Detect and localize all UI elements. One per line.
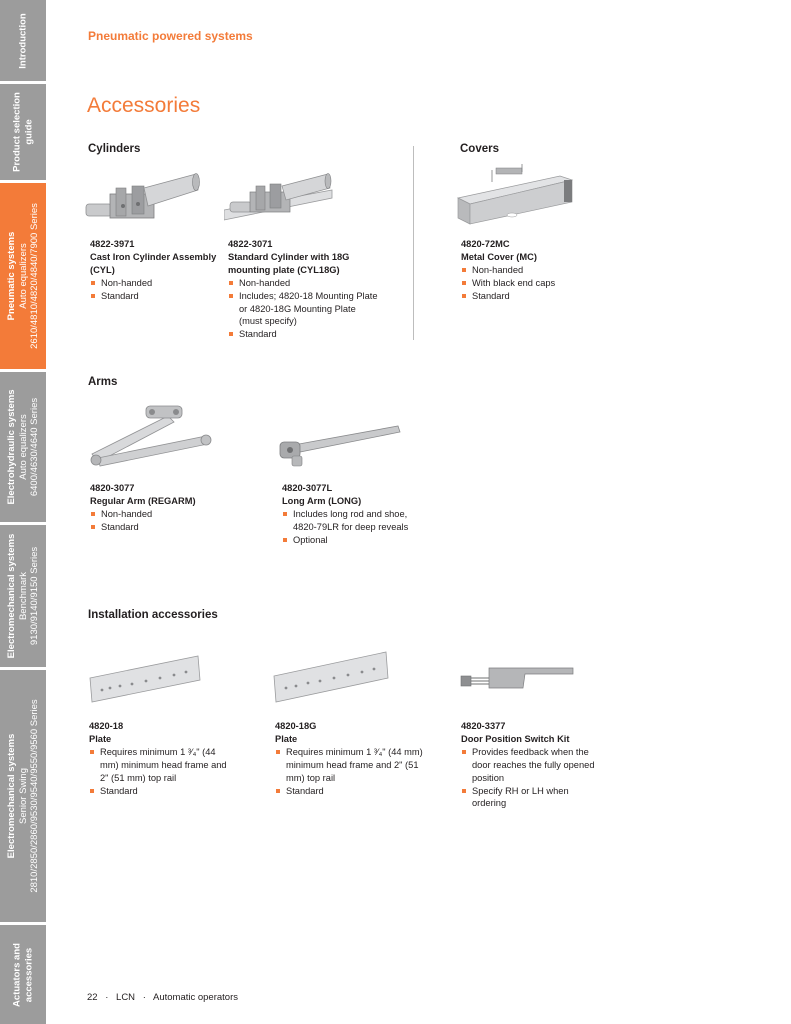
product-name: Cast Iron Cylinder Assembly (CYL) [90,251,217,275]
feature-list [461,746,601,811]
page-title: Accessories [87,94,201,117]
feature-list [90,508,230,534]
tab-electromechanical-senior-swing[interactable] [0,670,46,922]
feature-item: Non-handed [461,264,601,277]
product-name: Plate [89,733,112,744]
section-heading-arms: Arms [88,376,118,388]
tab-sublabel: 2810/2850/2860/9530/9540/9550/9560 Series [28,699,40,893]
metal-cover-image [456,160,578,230]
plate-18g-image [272,650,392,704]
feature-item: Non-handed [90,277,220,290]
product-code: 4822-3971 [90,239,135,249]
product-code: 4820-18 [89,721,124,731]
regular-arm-image [88,402,216,468]
product-standard-cylinder [228,238,380,341]
tab-introduction[interactable] [0,0,46,81]
product-name: Door Position Switch Kit [461,733,570,744]
feature-item: Provides feedback when the door reaches the fully opened position [461,746,601,785]
product-name: Standard Cylinder with 18G mounting plate (CYL18G) [228,251,350,275]
plate-18-image [88,654,204,706]
product-metal-cover [461,238,601,303]
product-name: Metal Cover (MC) [461,251,537,262]
tab-pneumatic-systems[interactable] [0,183,46,369]
tab-sublabel: Auto equalizers [17,414,29,480]
feature-item: Standard [89,785,229,798]
product-name: Plate [275,733,298,744]
tab-sublabel: 9130/9140/9150 Series [28,546,40,646]
product-name: Regular Arm (REGARM) [90,495,196,506]
feature-item: Non-handed [228,277,380,290]
tab-label: Introduction [17,12,29,69]
feature-list [90,277,220,303]
product-long-arm [282,482,432,547]
column-divider [413,146,414,340]
door-position-switch-image [459,666,577,694]
page-number: 22 [87,992,98,1003]
footer-brand: LCN [116,992,136,1003]
section-kicker: Pneumatic powered systems [88,29,253,43]
feature-item: Standard [228,328,380,341]
feature-list [89,746,229,798]
product-plate-18g [275,720,423,797]
tab-sublabel: Benchmark [17,571,29,621]
cast-iron-cylinder-image [84,168,204,226]
product-code: 4820-3077 [90,483,135,493]
footer-section: Automatic operators [152,992,238,1003]
tab-label: Electrohydraulic systems [5,389,17,505]
tab-label: Product selection guide [11,92,34,172]
section-heading-covers: Covers [460,143,499,155]
product-code: 4822-3071 [228,239,273,249]
tab-actuators-accessories[interactable] [0,925,46,1024]
tab-sublabel: 2610/4810/4820/4840/7900 Series [28,203,40,349]
tab-label: Actuators and accessories [11,942,34,1007]
feature-item: Specify RH or LH when ordering [461,785,601,811]
tab-electromechanical-benchmark[interactable] [0,525,46,667]
tab-label: Pneumatic systems [5,231,17,321]
feature-item: Includes long rod and shoe, 4820-79LR for deep reveals [282,508,432,534]
feature-item: Standard [90,521,230,534]
feature-item: Requires minimum 1 ³⁄₄" (44 mm) minimum head frame and 2" (51 mm) top rail [89,746,229,785]
product-code: 4820-3077L [282,483,333,493]
feature-list [282,508,432,547]
footer-separator: · [142,992,146,1003]
tab-sublabel: Senior Swing [17,768,29,824]
product-cast-iron-cylinder [90,238,220,303]
feature-item: Non-handed [90,508,230,521]
product-code: 4820-3377 [461,721,506,731]
feature-item: Optional [282,534,432,547]
long-arm-image [278,424,406,470]
tab-label: Electromechanical systems [5,533,17,659]
product-regular-arm [90,482,230,534]
feature-list [228,277,380,342]
feature-item: Requires minimum 1 ³⁄₄" (44 mm) minimum head frame and 2" (51 mm) top rail [275,746,423,785]
footer-separator: · [105,992,109,1003]
standard-cylinder-image [224,166,336,228]
product-code: 4820-18G [275,721,317,731]
feature-list [461,264,601,303]
feature-item: Includes; 4820-18 Mounting Plate or 4820-18G Mounting Plate (must specify) [228,290,380,329]
product-door-position-switch [461,720,601,810]
page-footer [87,992,243,1003]
product-name: Long Arm (LONG) [282,495,362,506]
section-tabs [0,0,46,1024]
section-heading-cylinders: Cylinders [88,143,141,155]
feature-item: With black end caps [461,277,601,290]
feature-item: Standard [461,290,601,303]
tab-sublabel: Auto equalizers [17,243,29,309]
tab-label: Electromechanical systems [5,733,17,859]
tab-product-selection-guide[interactable] [0,84,46,180]
feature-item: Standard [90,290,220,303]
tab-electrohydraulic-systems[interactable] [0,372,46,522]
feature-item: Standard [275,785,423,798]
feature-list [275,746,423,798]
tab-sublabel: 6400/4630/4640 Series [28,397,40,497]
product-code: 4820-72MC [461,239,510,249]
section-heading-installation: Installation accessories [88,609,218,621]
product-plate-18 [89,720,229,797]
